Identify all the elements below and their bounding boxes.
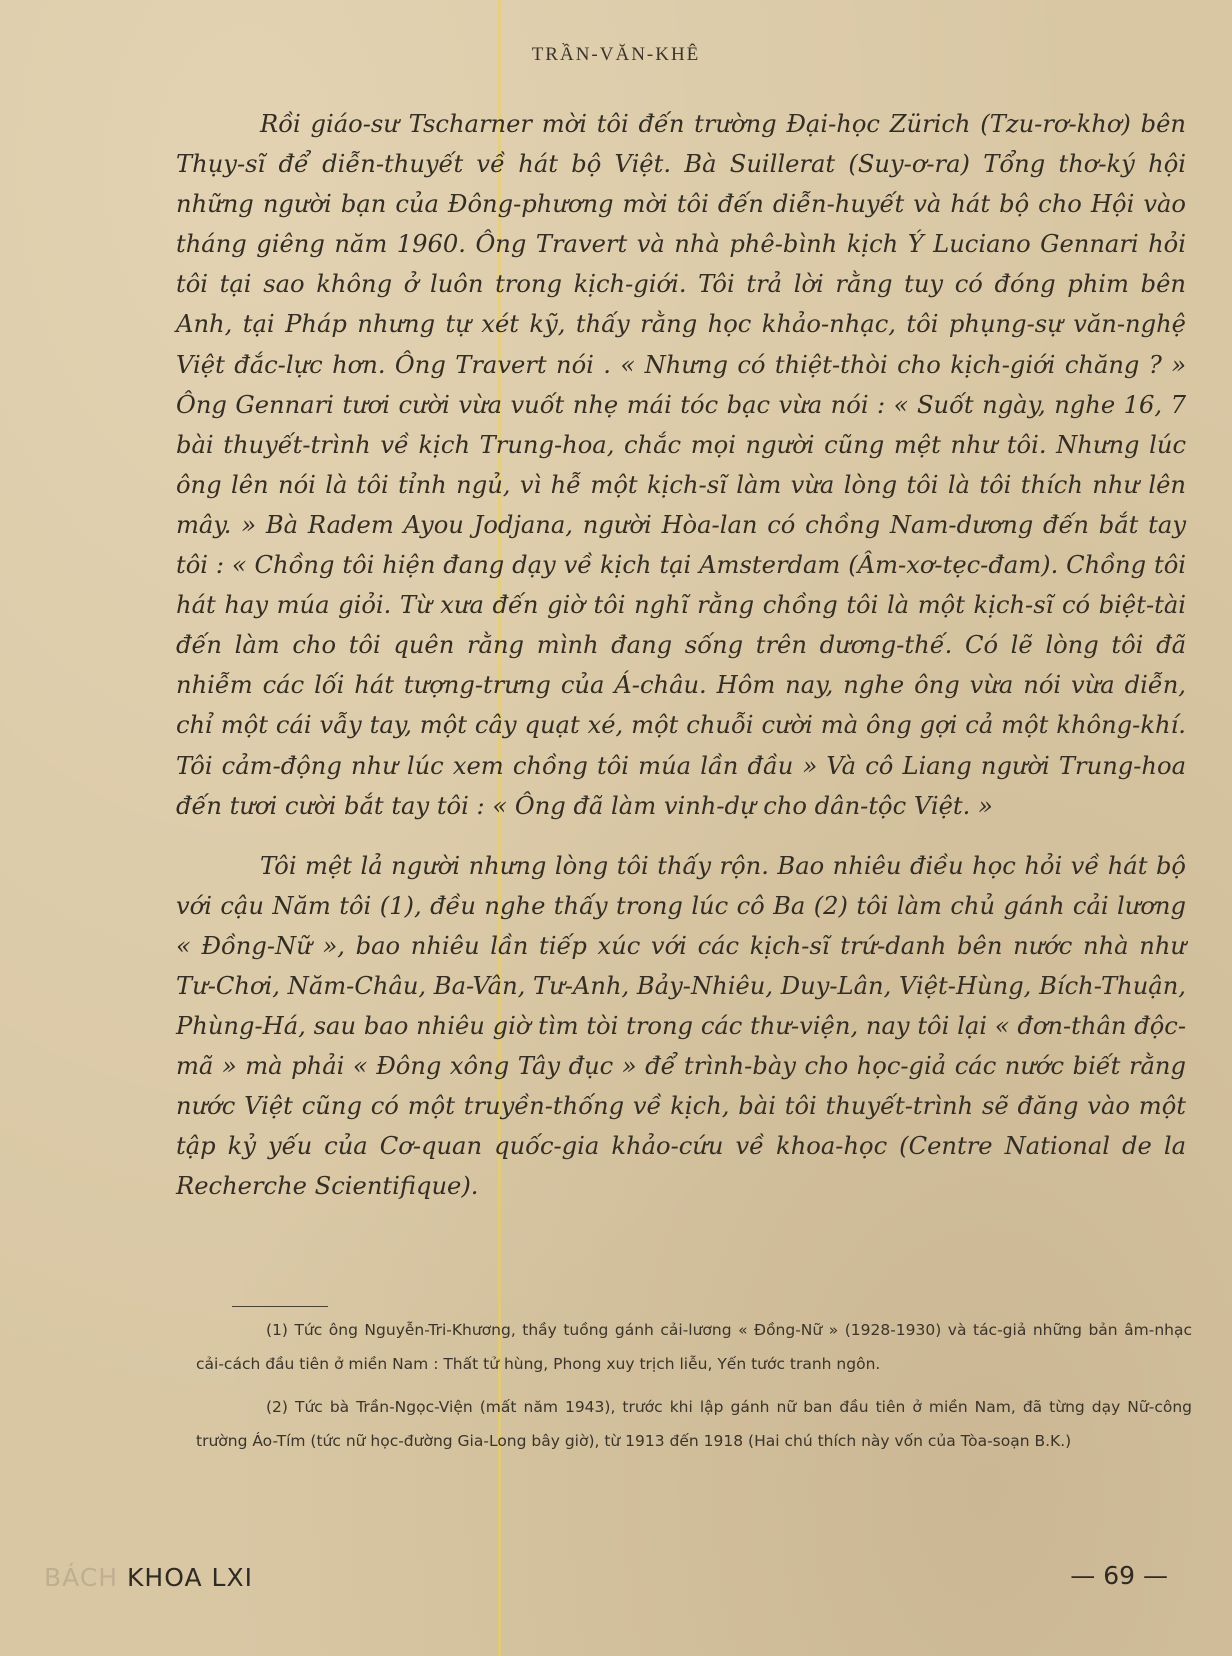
article-body [176, 104, 1186, 1207]
footnotes [196, 1313, 1192, 1458]
magazine-name: KHOA LXI [127, 1563, 253, 1592]
magazine-name-prefix: BÁCH [44, 1563, 119, 1592]
footnote-divider [232, 1306, 328, 1307]
page-number: — 69 — [1070, 1561, 1168, 1590]
running-header: TRẦN-VĂN-KHÊ [531, 44, 701, 65]
body-paragraph-2: Tôi mệt lả người nhưng lòng tôi thấy rộn. Bao nhiêu điều học hỏi về hát bộ với cậu Năm tôi (1), đều nghe thấy trong lúc cô Ba (2) tôi làm chủ gánh cải lương « Đồng-Nữ », bao nhiêu lần tiếp xúc với các kịch-sĩ trứ-danh bên nước nhà như Tư-Chơi, Năm-Châu, Ba-Vân, Tư-Anh, Bảy-Nhiêu, Duy-Lân, Việt-Hùng, Bích-Thuận, Phùng-Há, sau bao nhiêu giờ tìm tòi trong các thư-viện, nay tôi lại « đơn-thân độc-mã » mà phải « Đông xông Tây đục » để trình-bày cho học-giả các nước biết rằng nước Việt cũng có một truyền-thống về kịch, bài tôi thuyết-trình sẽ đăng vào một tập kỷ yếu của Cơ-quan quốc-gia khảo-cứu về khoa-học (Centre National de la Recherche Scientifique). [176, 851, 1186, 1201]
body-paragraph-1: Rồi giáo-sư Tscharner mời tôi đến trường Đại-học Zürich (Tzu-rơ-khơ) bên Thụy-sĩ để diễn-thuyết về hát bộ Việt. Bà Suillerat (Suy-ơ-ra) Tổng thơ-ký hội những người bạn của Đông-phương mời tôi đến diễn-huyết và hát bộ cho Hội vào tháng giêng năm 1960. Ông Travert và nhà phê-bình kịch Ý Luciano Gennari hỏi tôi tại sao không ở luôn trong kịch-giới. Tôi trả lời rằng tuy có đóng phim bên Anh, tại Pháp nhưng tự xét kỹ, thấy rằng học khảo-nhạc, tôi phụng-sự văn-nghệ Việt đắc-lực hơn. Ông Travert nói . « Nhưng có thiệt-thòi cho kịch-giới chăng ? » Ông Gennari tươi cười vừa vuốt nhẹ mái tóc bạc vừa nói : « Suốt ngày, nghe 16, 7 bài thuyết-trình về kịch Trung-hoa, chắc mọi người cũng mệt như tôi. Nhưng lúc ông lên nói là tôi tỉnh ngủ, vì hễ một kịch-sĩ làm vừa lòng tôi là tôi thích như lên mây. » Bà Radem Ayou Jodjana, người Hòa-lan có chồng Nam-dương đến bắt tay tôi : « Chồng tôi hiện đang dạy về kịch tại Amsterdam (Âm-xơ-tẹc-đam). Chồng tôi hát hay múa giỏi. Từ xưa đến giờ tôi nghĩ rằng chồng tôi là một kịch-sĩ có biệt-tài đến làm cho tôi quên rằng mình đang sống trên dương-thế. Có lẽ lòng tôi đã nhiễm các lối hát tượng-trưng của Á-châu. Hôm nay, nghe ông vừa nói vừa diễn, chỉ một cái vẫy tay, một cây quạt xé, một chuỗi cười mà ông gợi cả một không-khí. Tôi cảm-động như lúc xem chồng tôi múa lần đầu » Và cô Liang người Trung-hoa đến tươi cười bắt tay tôi : « Ông đã làm vinh-dự cho dân-tộc Việt. » [176, 110, 1186, 820]
magazine-footer [44, 1563, 253, 1592]
footnote-1: (1) Tức ông Nguyễn-Tri-Khương, thầy tuồng gánh cải-lương « Đồng-Nữ » (1928-1930) và tác-giả những bản âm-nhạc cải-cách đầu tiên ở miền Nam : Thất tử hùng, Phong xuy trịch liễu, Yến tước tranh ngôn. [196, 1321, 1192, 1373]
footnote-2: (2) Tức bà Trần-Ngọc-Viện (mất năm 1943), trước khi lập gánh nữ ban đầu tiên ở miền Nam, đã từng dạy Nữ-công trường Áo-Tím (tức nữ học-đường Gia-Long bây giờ), từ 1913 đến 1918 (Hai chú thích này vốn của Tòa-soạn B.K.) [196, 1398, 1192, 1450]
